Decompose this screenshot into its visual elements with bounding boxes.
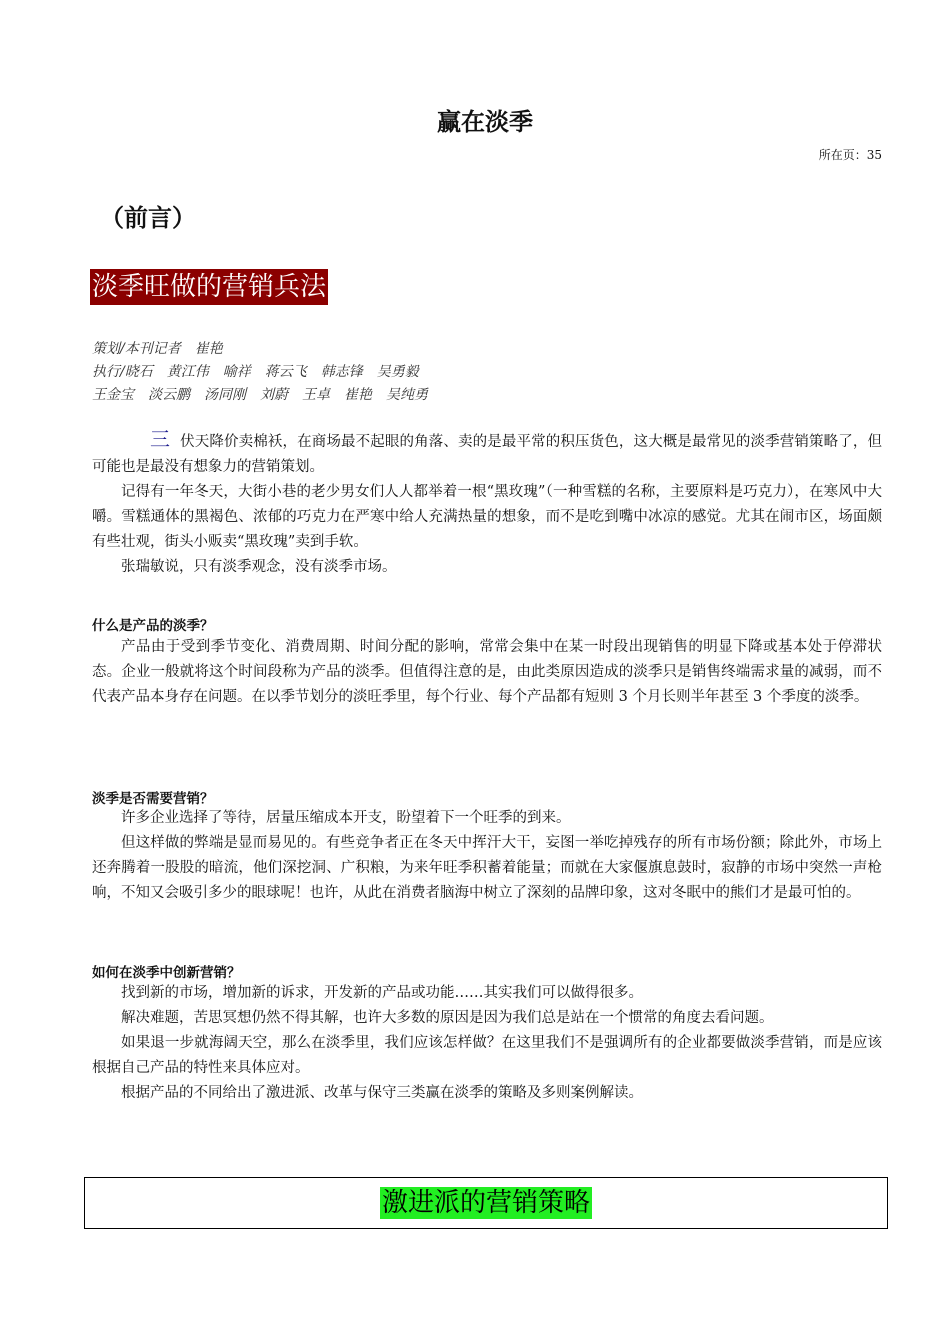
paragraph: 如果退一步就海阔天空，那么在淡季里，我们应该怎样做？在这里我们不是强调所有的企业都要做淡季营销，而是应该根据自己产品的特性来具体应对。	[92, 1035, 882, 1076]
paragraph: 找到新的市场，增加新的诉求，开发新的产品或功能……其实我们可以做得很多。	[121, 985, 643, 1001]
paragraph: 产品由于受到季节变化、消费周期、时间分配的影响，常常会集中在某一时段出现销售的明显下降或基本处于停滞状态。企业一般就将这个时间段称为产品的淡季。但值得注意的是，由此类原因造成的淡季只是销售终端需求量的减弱，而不代表产品本身存在问题。在以季节划分的淡旺季里，每个行业、每个产品都有短则 3 个月长则半年甚至 3 个季度的淡季。	[92, 639, 882, 705]
credits-block	[92, 338, 428, 407]
lead-text: 伏天降价卖棉袄，在商场最不起眼的角落、卖的是最平常的积压货色，这大概是最常见的淡季营销策略了，但可能也是最没有想象力的营销策划。	[92, 434, 882, 475]
preface-heading: （前言）	[100, 204, 196, 232]
lead-paragraph	[92, 427, 882, 480]
page-reference: 所在页：35	[818, 148, 882, 162]
section-body	[92, 981, 882, 1106]
drop-cap: 三	[150, 427, 171, 451]
section-heading: 如何在淡季中创新营销？	[92, 965, 241, 981]
credit-line: 策划/本刊记者 崔艳	[92, 341, 223, 357]
paragraph: 记得有一年冬天，大街小巷的老少男女们人人都举着一根“黑玫瑰”（一种雪糕的名称，主要原料是巧克力），在寒风中大嚼。雪糕通体的黑褐色、浓郁的巧克力在严寒中给人充满热量的想象，而不是吃到嘴中冰凉的感觉。尤其在闹市区，场面颇有些壮观，街头小贩卖“黑玫瑰”卖到手软。	[92, 484, 882, 550]
paragraph: 解决难题，苦思冥想仍然不得其解，也许大多数的原因是因为我们总是站在一个惯常的角度去看问题。	[121, 1010, 774, 1026]
credit-line: 王金宝 淡云鹏 汤同刚 刘蔚 王卓 崔艳 吴纯勇	[92, 387, 428, 403]
section-body	[92, 635, 882, 710]
paragraph: 许多企业选择了等待，居量压缩成本开支，盼望着下一个旺季的到来。	[121, 810, 571, 826]
feature-banner: 淡季旺做的营销兵法	[90, 269, 328, 305]
paragraph: 根据产品的不同给出了激进派、改革与保守三类赢在淡季的策略及多则案例解读。	[121, 1085, 643, 1101]
document-title: 赢在淡季	[437, 108, 533, 136]
section-body	[92, 806, 882, 906]
section-heading: 什么是产品的淡季？	[92, 618, 214, 634]
paragraph: 张瑞敏说，只有淡季观念，没有淡季市场。	[121, 559, 397, 575]
section-title-box	[84, 1177, 888, 1229]
section-title-highlight: 激进派的营销策略	[381, 1188, 590, 1218]
credit-line: 执行/晓石 黄江伟 喻祥 蒋云飞 韩志锋 吴勇毅	[92, 364, 419, 380]
section-heading: 淡季是否需要营销？	[92, 791, 214, 807]
lead-section	[92, 427, 882, 580]
paragraph: 但这样做的弊端是显而易见的。有些竞争者正在冬天中挥汗大干，妄图一举吃掉残存的所有市场份额；除此外，市场上还奔腾着一股股的暗流，他们深挖洞、广积粮，为来年旺季积蓄着能量；而就在大家偃旗息鼓时，寂静的市场中突然一声枪响，不知又会吸引多少的眼球呢！也许，从此在消费者脑海中树立了深刻的品牌印象，这对冬眠中的熊们才是最可怕的。	[92, 835, 882, 901]
